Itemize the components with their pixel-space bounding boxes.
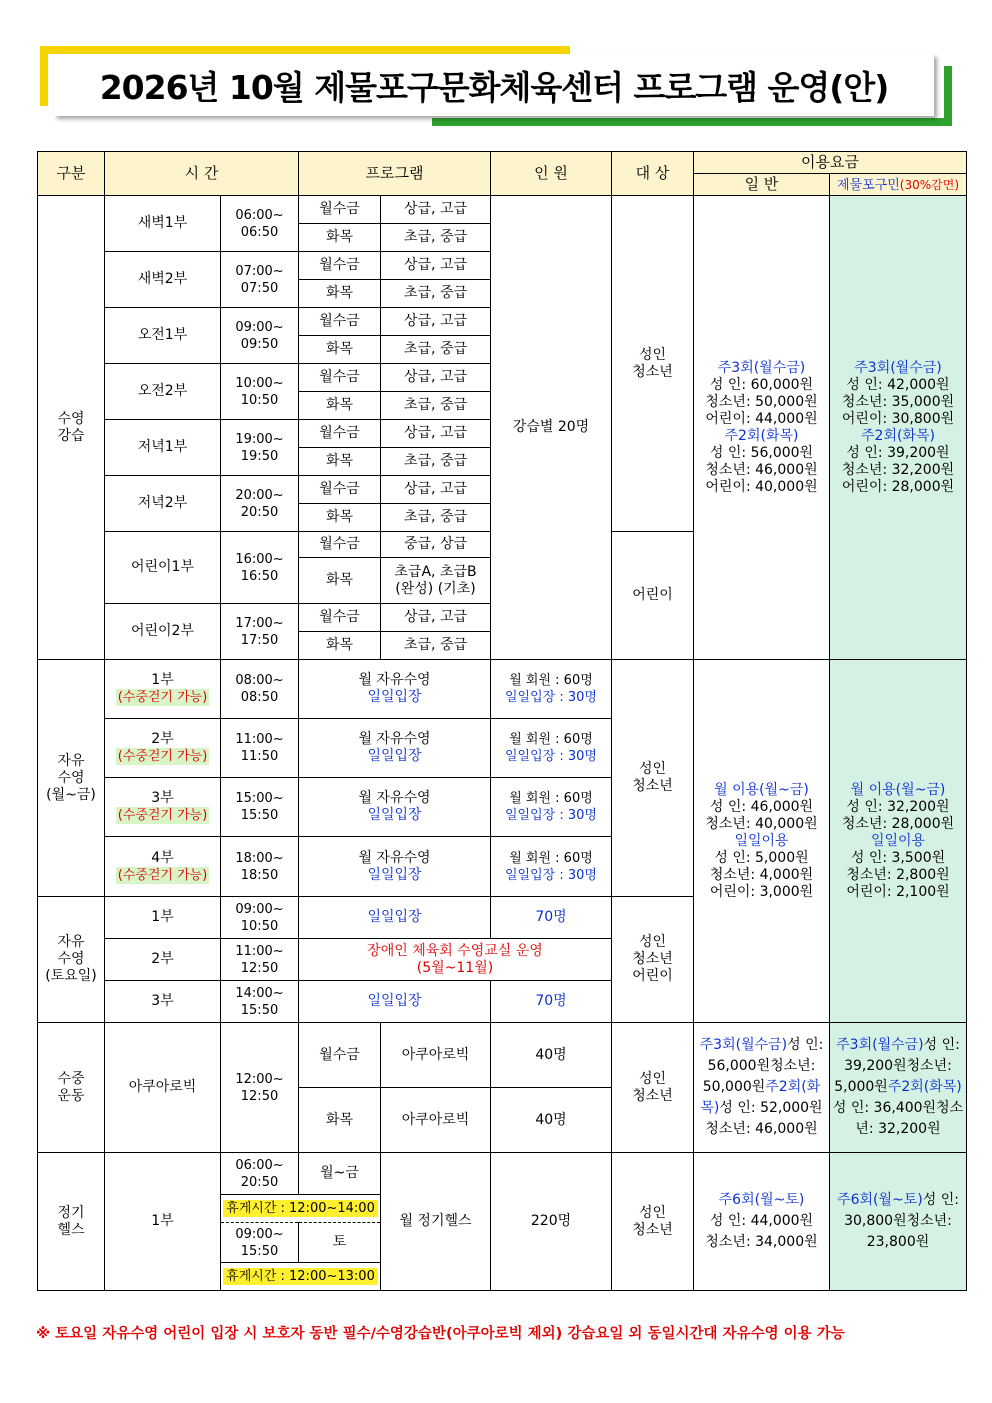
capacity-line: 일일입장 : 30명 — [505, 867, 597, 883]
session-days: 월수금 — [299, 476, 381, 504]
session-level: 초급, 중급 — [381, 448, 491, 476]
session-days: 화목 — [299, 336, 381, 364]
session-days: 월수금 — [299, 532, 381, 558]
session-level: 초급, 중급 — [381, 504, 491, 532]
header-fee-general: 일 반 — [694, 174, 830, 196]
capacity: 220명 — [491, 1153, 612, 1291]
fee-plan-label: 주6회(월~토) — [837, 1192, 923, 1208]
category-free-swim-weekday: 자유 수영 (월~금) — [38, 660, 105, 897]
fee-line: 성 인: 56,000원 — [707, 1037, 824, 1074]
program-line: 월 자유수영 — [358, 731, 431, 747]
resident-label: 제물포구민 — [836, 177, 900, 193]
title-accent-green — [432, 118, 952, 126]
target-aqua: 성인 청소년 — [612, 1023, 694, 1153]
fee-plan-label: 주3회(월수금) — [699, 1037, 788, 1053]
session-level: 중급, 상급 — [381, 532, 491, 558]
program-line: 일일입장 — [367, 689, 422, 705]
session-name: 1부 — [105, 1153, 221, 1291]
program-disabled-swim: 장애인 체육회 수영교실 운영 (5월~11월) — [299, 939, 612, 981]
session-days: 화목 — [299, 448, 381, 476]
fee-line: 청소년: 28,000원 — [841, 815, 955, 832]
fee-line: 어린이: 44,000원 — [705, 410, 818, 427]
program-line: 월 자유수영 — [358, 672, 431, 688]
session-time: 17:00~ 17:50 — [221, 604, 299, 660]
session-level: 초급, 중급 — [381, 392, 491, 420]
session-days: 화목 — [299, 280, 381, 308]
session-days: 월수금 — [299, 252, 381, 280]
fee-line: 성 인: 46,000원 — [709, 798, 814, 815]
capacity-line: 일일입장 : 30명 — [505, 749, 597, 764]
capacity — [491, 778, 612, 837]
fee-line: 청소년: 32,200원 — [855, 1100, 964, 1137]
target-gym: 성인 청소년 — [612, 1153, 694, 1291]
capacity-line: 월 회원 : 60명 — [509, 791, 593, 806]
session-days: 월수금 — [299, 604, 381, 632]
fee-line: 청소년: 50,000원 — [702, 1058, 816, 1095]
fee-line: 청소년: 46,000원 — [705, 1121, 818, 1137]
category-free-swim-saturday: 자유 수영 (토요일) — [38, 897, 105, 1023]
header-fee-resident — [830, 174, 967, 196]
program — [299, 778, 491, 837]
header-target: 대 상 — [612, 152, 694, 196]
capacity-line: 월 회원 : 60명 — [509, 850, 593, 866]
session-level: 상급, 고급 — [381, 308, 491, 336]
table-row — [38, 196, 967, 224]
header-program: 프로그램 — [299, 152, 491, 196]
table-row — [38, 1153, 967, 1195]
program: 아쿠아로빅 — [381, 1088, 491, 1153]
fee-line: 성 인: 32,200원 — [846, 798, 950, 815]
session-days: 월수금 — [299, 1023, 381, 1088]
session-time: 11:00~ 11:50 — [221, 719, 299, 778]
fee-general-aqua — [694, 1023, 830, 1153]
capacity-line: 월 회원 : 60명 — [509, 673, 593, 688]
fee-resident-swim — [830, 196, 967, 660]
fee-resident-aqua — [830, 1023, 967, 1153]
session-days: 화목 — [299, 558, 381, 604]
program: 일일입장 — [299, 897, 491, 939]
title-accent-yellow — [40, 46, 570, 54]
fee-line: 어린이: 3,000원 — [709, 883, 814, 900]
fee-plan-label: 주6회(월~토) — [718, 1192, 805, 1208]
session-time: 19:00~ 19:50 — [221, 420, 299, 476]
title-banner — [40, 46, 952, 126]
title-accent-yellow-side — [40, 46, 48, 106]
fee-general-gym — [694, 1153, 830, 1291]
walk-label: (수중걷기 가능) — [117, 808, 208, 823]
walk-label: (수중걷기 가능) — [117, 690, 208, 705]
session-name — [105, 778, 221, 837]
fee-line: 성 인: 39,200원 — [844, 1037, 960, 1074]
fee-line: 성 인: 44,000원 — [709, 1213, 814, 1229]
capacity: 40명 — [491, 1023, 612, 1088]
session-days: 화목 — [299, 632, 381, 660]
fee-plan-label: 주2회(화목) — [700, 1079, 821, 1116]
session-label: 1부 — [151, 672, 174, 688]
session-name — [105, 837, 221, 897]
category-swim-lessons: 수영 강습 — [38, 196, 105, 660]
fee-plan-label: 주3회(월수금) — [836, 1037, 924, 1053]
fee-plan-label: 일일이용 — [870, 832, 926, 849]
session-level: 상급, 고급 — [381, 476, 491, 504]
program — [299, 660, 491, 719]
session-name: 어린이2부 — [105, 604, 221, 660]
header-category: 구분 — [38, 152, 105, 196]
session-name: 오전1부 — [105, 308, 221, 364]
fee-line: 성 인: 56,000원 — [709, 444, 814, 461]
session-time: 16:00~ 16:50 — [221, 532, 299, 604]
program-line: 월 자유수영 — [358, 849, 431, 866]
program: 아쿠아로빅 — [381, 1023, 491, 1088]
session-days: 월~금 — [299, 1153, 381, 1195]
session-level: 초급, 중급 — [381, 632, 491, 660]
fee-line: 어린이: 2,100원 — [846, 883, 950, 900]
session-days: 월수금 — [299, 308, 381, 336]
session-time: 10:00~ 10:50 — [221, 364, 299, 420]
session-name: 3부 — [105, 981, 221, 1023]
fee-line: 청소년: 46,000원 — [705, 461, 818, 478]
program-line: 일일입장 — [367, 748, 422, 764]
target-free-swim: 성인 청소년 — [612, 660, 694, 897]
fee-general-swim — [694, 196, 830, 660]
session-name: 저녁1부 — [105, 420, 221, 476]
session-time: 11:00~ 12:50 — [221, 939, 299, 981]
session-time: 06:00~ 06:50 — [221, 196, 299, 252]
discount-label: (30%감면) — [899, 177, 960, 192]
fee-line: 성 인: 5,000원 — [714, 849, 809, 866]
fee-line: 성 인: 52,000원 — [719, 1100, 823, 1116]
fee-plan-label: 주3회(월수금) — [717, 359, 806, 376]
footnote: ※ 토요일 자유수영 어린이 입장 시 보호자 동반 필수/수영강습반(아쿠아로빅 제외) 강습요일 외 동일시간대 자유수영 이용 가능 — [36, 1326, 845, 1342]
session-time: 06:00~ 20:50 — [221, 1153, 299, 1195]
session-days: 화목 — [299, 392, 381, 420]
session-level: 상급, 고급 — [381, 196, 491, 224]
session-name: 새벽2부 — [105, 252, 221, 308]
table-row — [38, 660, 967, 719]
break-label: 휴게시간 : 12:00~14:00 — [223, 1200, 378, 1217]
session-level: 초급, 중급 — [381, 336, 491, 364]
session-level: 초급, 중급 — [381, 224, 491, 252]
session-days: 화목 — [299, 224, 381, 252]
fee-line: 청소년: 2,800원 — [846, 866, 950, 883]
table-row — [38, 1023, 967, 1088]
fee-line: 청소년: 35,000원 — [841, 393, 955, 410]
session-level: 상급, 고급 — [381, 252, 491, 280]
program — [299, 719, 491, 778]
target-child: 어린이 — [612, 532, 694, 660]
fee-general-free — [694, 660, 830, 1023]
session-label: 2부 — [151, 731, 174, 747]
session-name: 1부 — [105, 897, 221, 939]
session-level: 상급, 고급 — [381, 364, 491, 392]
capacity: 70명 — [491, 897, 612, 939]
fee-line: 어린이: 30,800원 — [841, 410, 955, 427]
session-time: 20:00~ 20:50 — [221, 476, 299, 532]
session-level: 초급, 중급 — [381, 280, 491, 308]
session-level: 초급A, 초급B (완성) (기초) — [381, 558, 491, 604]
capacity-line: 월 회원 : 60명 — [509, 732, 593, 747]
session-name: 오전2부 — [105, 364, 221, 420]
fee-line: 성 인: 42,000원 — [846, 376, 950, 393]
fee-plan-label: 일일이용 — [734, 832, 789, 849]
session-days: 화목 — [299, 504, 381, 532]
fee-line: 어린이: 28,000원 — [841, 478, 955, 495]
session-time: 09:00~ 10:50 — [221, 897, 299, 939]
page-title: 2026년 10월 제물포구문화체육센터 프로그램 운영(안) — [99, 67, 889, 107]
header-capacity: 인 원 — [491, 152, 612, 196]
session-time: 09:00~ 09:50 — [221, 308, 299, 364]
fee-resident-gym — [830, 1153, 967, 1291]
fee-line: 청소년: 40,000원 — [705, 815, 818, 832]
walk-label: (수중걷기 가능) — [117, 867, 208, 883]
program-line: 일일입장 — [367, 807, 422, 823]
title-accent-green-side — [944, 66, 952, 126]
program-line: 일일입장 — [367, 866, 422, 883]
session-name — [105, 660, 221, 719]
session-name: 어린이1부 — [105, 532, 221, 604]
session-label: 3부 — [151, 790, 174, 806]
capacity-line: 일일입장 : 30명 — [505, 690, 597, 705]
fee-plan-label: 주2회(화목) — [861, 427, 935, 444]
program-line: 월 자유수영 — [358, 790, 431, 806]
fee-plan-label: 월 이용(월~금) — [714, 781, 809, 798]
fee-line: 청소년: 23,800원 — [866, 1213, 952, 1250]
program-table — [37, 151, 967, 1291]
session-time: 08:00~ 08:50 — [221, 660, 299, 719]
session-time: 15:00~ 15:50 — [221, 778, 299, 837]
capacity-swim-lessons: 강습별 20명 — [491, 196, 612, 660]
session-time: 14:00~ 15:50 — [221, 981, 299, 1023]
capacity-line: 일일입장 : 30명 — [505, 808, 597, 823]
capacity: 70명 — [491, 981, 612, 1023]
capacity — [491, 660, 612, 719]
fee-line: 어린이: 40,000원 — [705, 478, 818, 495]
session-days: 월수금 — [299, 420, 381, 448]
category-aqua: 수중 운동 — [38, 1023, 105, 1153]
fee-line: 성 인: 3,500원 — [850, 849, 946, 866]
fee-line: 청소년: 4,000원 — [709, 866, 814, 883]
session-label: 4부 — [151, 849, 174, 866]
fee-line: 청소년: 32,200원 — [841, 461, 955, 478]
walk-label: (수중걷기 가능) — [117, 749, 208, 764]
session-days: 월수금 — [299, 196, 381, 224]
table-row — [38, 152, 967, 174]
program: 일일입장 — [299, 981, 491, 1023]
break-time — [221, 1263, 381, 1291]
fee-line: 청소년: 50,000원 — [705, 393, 818, 410]
fee-line: 성 인: 60,000원 — [709, 376, 814, 393]
capacity: 40명 — [491, 1088, 612, 1153]
header-fee: 이용요금 — [694, 152, 967, 174]
session-name: 아쿠아로빅 — [105, 1023, 221, 1153]
session-name: 2부 — [105, 939, 221, 981]
fee-line: 성 인: 30,800원 — [844, 1192, 959, 1229]
fee-line: 청소년: 34,000원 — [705, 1234, 818, 1250]
target-adult: 성인 청소년 — [612, 196, 694, 532]
target-saturday: 성인 청소년 어린이 — [612, 897, 694, 1023]
fee-line: 성 인: 36,400원 — [832, 1100, 937, 1116]
fee-line: 성 인: 39,200원 — [846, 444, 950, 461]
program — [299, 837, 491, 897]
fee-line: 청소년: 5,000원 — [834, 1058, 952, 1095]
category-gym: 정기 헬스 — [38, 1153, 105, 1291]
session-days: 화목 — [299, 1088, 381, 1153]
fee-plan-label: 주3회(월수금) — [854, 359, 942, 376]
session-time: 12:00~ 12:50 — [221, 1023, 299, 1153]
session-days: 월수금 — [299, 364, 381, 392]
session-level: 상급, 고급 — [381, 604, 491, 632]
session-time: 18:00~ 18:50 — [221, 837, 299, 897]
session-time: 09:00~ 15:50 — [221, 1223, 299, 1263]
fee-plan-label: 주2회(화목) — [724, 427, 799, 444]
capacity — [491, 837, 612, 897]
header-time: 시 간 — [105, 152, 299, 196]
session-name: 새벽1부 — [105, 196, 221, 252]
session-days: 토 — [299, 1223, 381, 1263]
capacity — [491, 719, 612, 778]
fee-plan-label: 월 이용(월~금) — [850, 781, 946, 798]
session-name — [105, 719, 221, 778]
fee-resident-free — [830, 660, 967, 1023]
break-time — [221, 1195, 381, 1223]
fee-plan-label: 주2회(화목) — [887, 1079, 962, 1095]
session-name: 저녁2부 — [105, 476, 221, 532]
session-level: 상급, 고급 — [381, 420, 491, 448]
session-time: 07:00~ 07:50 — [221, 252, 299, 308]
program: 월 정기헬스 — [381, 1153, 491, 1291]
break-label: 휴게시간 : 12:00~13:00 — [223, 1268, 378, 1285]
title-box — [54, 54, 934, 116]
